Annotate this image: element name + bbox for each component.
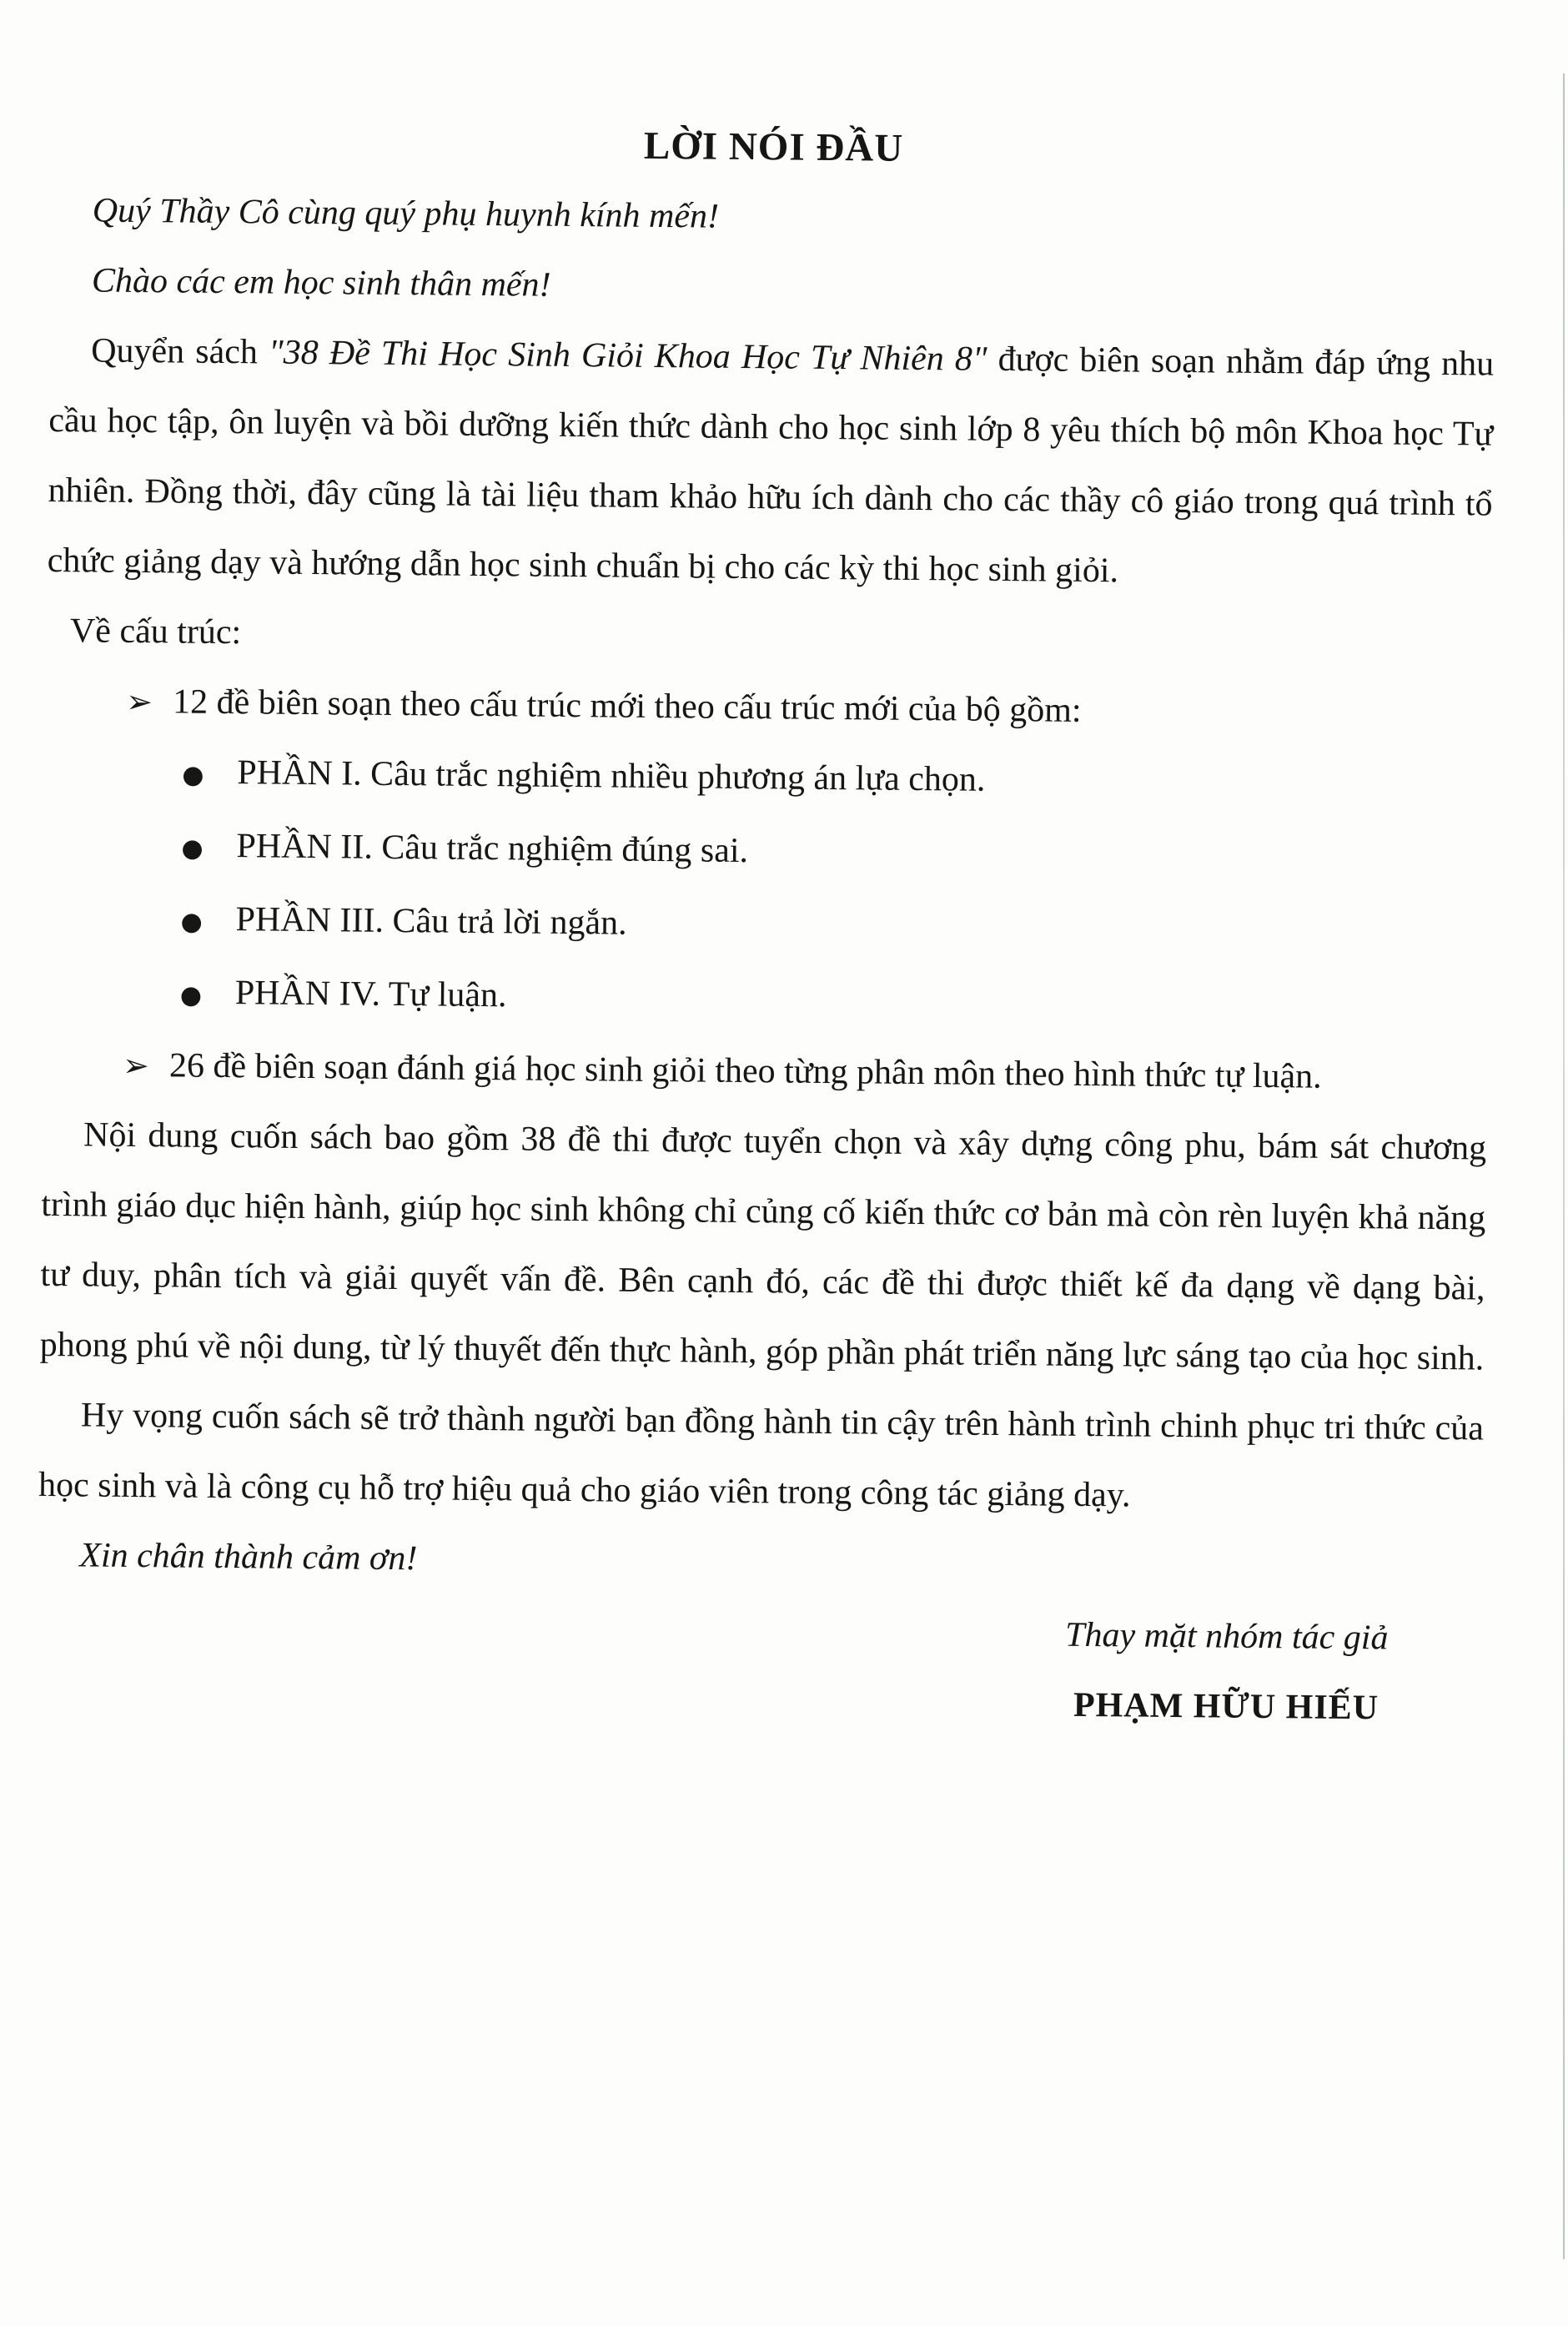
bullet-marker-icon: ● [182, 760, 204, 790]
book-title: "38 Đề Thi Học Sinh Giỏi Khoa Học Tự Nhiên 8" [268, 333, 988, 379]
thanks-line: Xin chân thành cảm ơn! [79, 1536, 418, 1578]
intro-rest: được biên soạn nhằm đáp ứng nhu cầu học tập, ôn luyện và bồi dưỡng kiến thức dành cho học sinh lớp 8 yêu thích bộ môn Khoa học Tự nhiên. Đồng thời, đây cũng là tài liệu tham khảo hữu ích dành cho các thầy cô giáo trong quá trình tổ chức giảng dạy và hướng dẫn học sinh chuẩn bị cho các kỳ thi học sinh giỏi. [47, 340, 1495, 591]
arrow-marker-icon: ➢ [122, 1046, 150, 1085]
part-text: PHẦN I. Câu trắc nghiệm nhiều phương án lựa chọn. [237, 753, 986, 799]
bullet-marker-icon: ● [180, 907, 203, 937]
greeting-line-teachers: Quý Thầy Cô cùng quý phụ huynh kính mến! [92, 191, 720, 236]
intro-prefix: Quyển sách [90, 331, 269, 372]
arrow-item-text: 26 đề biên soạn đánh giá học sinh giỏi theo từng phân môn theo hình thức tự luận. [168, 1046, 1322, 1096]
hope-paragraph: Hy vọng cuốn sách sẽ trở thành người bạn đồng hành tin cậy trên hành trình chinh phục tri thức của học sinh và là công cụ hỗ trợ hiệu quả cho giáo viên trong công tác giảng dạy. [38, 1396, 1485, 1515]
structure-part-2 [44, 809, 1490, 897]
preface-content [36, 107, 1496, 1745]
scan-edge-artifact [1563, 73, 1565, 2259]
arrow-marker-icon: ➢ [125, 682, 153, 721]
greeting-line-students: Chào các em học sinh thân mến! [91, 261, 551, 305]
structure-part-4 [43, 956, 1488, 1044]
part-text: PHẦN IV. Tự luận. [234, 974, 507, 1015]
part-text: PHẦN III. Câu trả lời ngắn. [235, 900, 627, 943]
part-text: PHẦN II. Câu trắc nghiệm đúng sai. [236, 827, 749, 871]
structure-part-1 [45, 736, 1490, 823]
content-paragraph: Nội dung cuốn sách bao gồm 38 đề thi được tuyển chọn và xây dựng công phu, bám sát chương trình giáo dục hiện hành, giúp học sinh không chỉ củng cố kiến thức cơ bản mà còn rèn luyện khả năng tư duy, phân tích và giải quyết vấn đề. Bên cạnh đó, các đề thi được thiết kế đa dạng về dạng bài, phong phú về nội dung, từ lý thuyết đến thực hành, góp phần phát triển năng lực sáng tạo của học sinh. [39, 1115, 1487, 1378]
signature-name: PHẠM HỮU HIẾU [1073, 1685, 1380, 1728]
intro-paragraph [47, 315, 1494, 610]
structure-part-3 [43, 883, 1489, 970]
page-title: LỜI NÓI ĐẦU [643, 123, 904, 170]
structure-heading: Về cấu trúc: [69, 612, 242, 652]
bullet-marker-icon: ● [179, 980, 203, 1010]
arrow-item-text: 12 đề biên soạn theo cấu trúc mới theo cấu trúc mới của bộ gồm: [172, 682, 1082, 730]
signature-block [1064, 1600, 1389, 1744]
signature-role: Thay mặt nhóm tác giả [1064, 1615, 1389, 1658]
bullet-marker-icon: ● [181, 833, 204, 863]
